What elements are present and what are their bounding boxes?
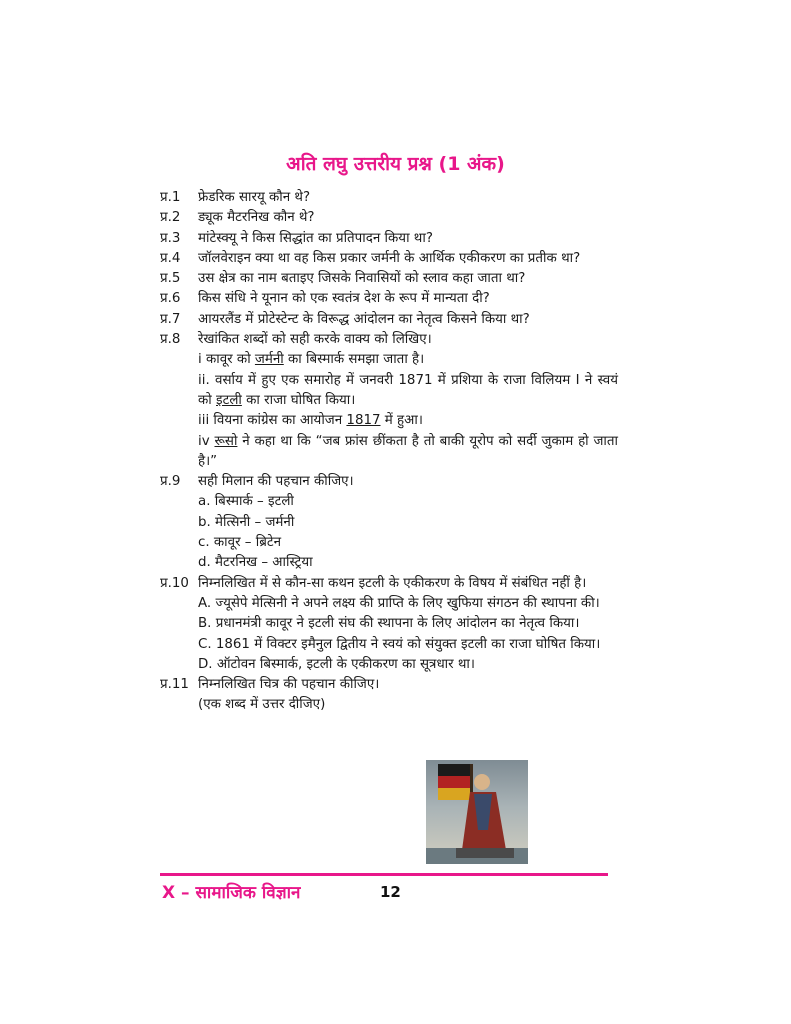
question-6 [160, 289, 618, 309]
q8-item-iv-pre: iv [198, 433, 215, 449]
question-number: प्र.4 [160, 250, 181, 266]
question-text: निम्नलिखित चित्र की पहचान कीजिए। [198, 677, 380, 693]
q8-item-ii [160, 371, 618, 412]
q8-item-iv-post: ने कहा था कि “जब फ्रांस छींकता है तो बाकी यूरोप को सर्दी जुकाम हो जाता है।” [198, 433, 618, 469]
question-number: प्र.7 [160, 311, 181, 327]
page-title: अति लघु उत्तरीय प्रश्न (1 अंक) [286, 153, 505, 175]
question-number: प्र.3 [160, 230, 181, 246]
underlined-word: रूसो [214, 433, 238, 449]
underlined-word: जर्मनी [254, 352, 284, 368]
underlined-word: इटली [216, 392, 242, 408]
q8-item-iii-post: में हुआ। [380, 413, 423, 429]
footer-subject: X – सामाजिक विज्ञान [162, 883, 301, 903]
question-text: फ्रेडरिक सारयू कौन थे? [198, 190, 311, 205]
q8-item-i-pre: i कावूर को [198, 352, 255, 368]
question-8 [160, 330, 618, 350]
question-number: प्र.10 [160, 575, 189, 591]
question-text: सही मिलान की पहचान कीजिए। [198, 474, 354, 490]
question-11 [160, 675, 618, 695]
q9-option-c: c. कावूर – ब्रिटेन [198, 535, 282, 551]
question-number: प्र.1 [160, 190, 181, 205]
question-4 [160, 249, 618, 269]
q8-item-i-post: का बिस्मार्क समझा जाता है। [283, 352, 425, 368]
question-text: ड्यूक मैटरनिख कौन थे? [198, 210, 315, 226]
q9-option-a: a. बिस्मार्क – इटली [198, 494, 294, 510]
q8-item-ii-pre: ii. वर्साय में हुए एक समारोह में जनवरी 1871 में प्रशिया के राजा विलियम I ने स्वयं को [198, 372, 618, 408]
q8-item-ii-post: का राजा घोषित किया। [241, 392, 356, 408]
question-text: उस क्षेत्र का नाम बताइए जिसके निवासियों को स्लाव कहा जाता था? [198, 271, 526, 287]
q9-option-b: b. मेत्सिनी – जर्मनी [198, 514, 295, 530]
question-number: प्र.2 [160, 210, 181, 226]
question-text: मांटेस्क्यू ने किस सिद्धांत का प्रतिपादन किया था? [198, 230, 433, 246]
q8-item-iii [160, 411, 618, 431]
question-2 [160, 208, 618, 228]
question-text: रेखांकित शब्दों को सही करके वाक्य को लिखिए। [198, 332, 432, 348]
question-9 [160, 472, 618, 492]
question-number: प्र.8 [160, 332, 181, 348]
question-5 [160, 269, 618, 289]
question-7 [160, 310, 618, 330]
q10-option-b: B. प्रधानमंत्री कावूर ने इटली संघ की स्थापना के लिए आंदोलन का नेतृत्व किया। [198, 616, 580, 632]
q10-option-d: D. ऑटोवन बिस्मार्क, इटली के एकीकरण का सूत्रधार था। [198, 656, 475, 672]
q11-instruction: (एक शब्द में उत्तर दीजिए) [198, 697, 326, 713]
q10-option-c: C. 1861 में विक्टर इमैनुल द्वितीय ने स्वयं को संयुक्त इटली का राजा घोषित किया। [198, 636, 601, 652]
q9-option-d: d. मैटरनिख – आस्ट्रिया [198, 555, 313, 571]
question-text: जॉलवेराइन क्या था वह किस प्रकार जर्मनी के आर्थिक एकीकरण का प्रतीक था? [198, 250, 581, 266]
footer-divider [160, 873, 608, 876]
question-list [160, 188, 618, 716]
q8-item-iv [160, 432, 618, 473]
q10-option-a: A. ज्यूसेपे मेत्सिनी ने अपने लक्ष्य की प्राप्ति के लिए खुफिया संगठन की स्थापना की। [198, 595, 600, 611]
question-number: प्र.9 [160, 474, 181, 490]
question-text: किस संधि ने यूनान को एक स्वतंत्र देश के रूप में मान्यता दी? [198, 291, 490, 307]
question-3 [160, 229, 618, 249]
question-1 [160, 188, 618, 208]
question-text: आयरलैंड में प्रोटेस्टेन्ट के विरूद्ध आंदोलन का नेतृत्व किसने किया था? [198, 311, 530, 327]
painting-illustration [426, 760, 528, 864]
q8-item-iii-pre: iii वियना कांग्रेस का आयोजन [198, 413, 347, 429]
question-number: प्र.5 [160, 271, 181, 287]
question-10 [160, 574, 618, 594]
question-number: प्र.6 [160, 291, 181, 307]
germania-painting-image [426, 760, 528, 864]
question-number: प्र.11 [160, 677, 189, 693]
underlined-word: 1817 [346, 413, 381, 429]
page-number: 12 [380, 883, 401, 901]
q8-item-i [160, 350, 618, 370]
question-text: निम्नलिखित में से कौन-सा कथन इटली के एकीकरण के विषय में संबंधित नहीं है। [198, 575, 587, 591]
